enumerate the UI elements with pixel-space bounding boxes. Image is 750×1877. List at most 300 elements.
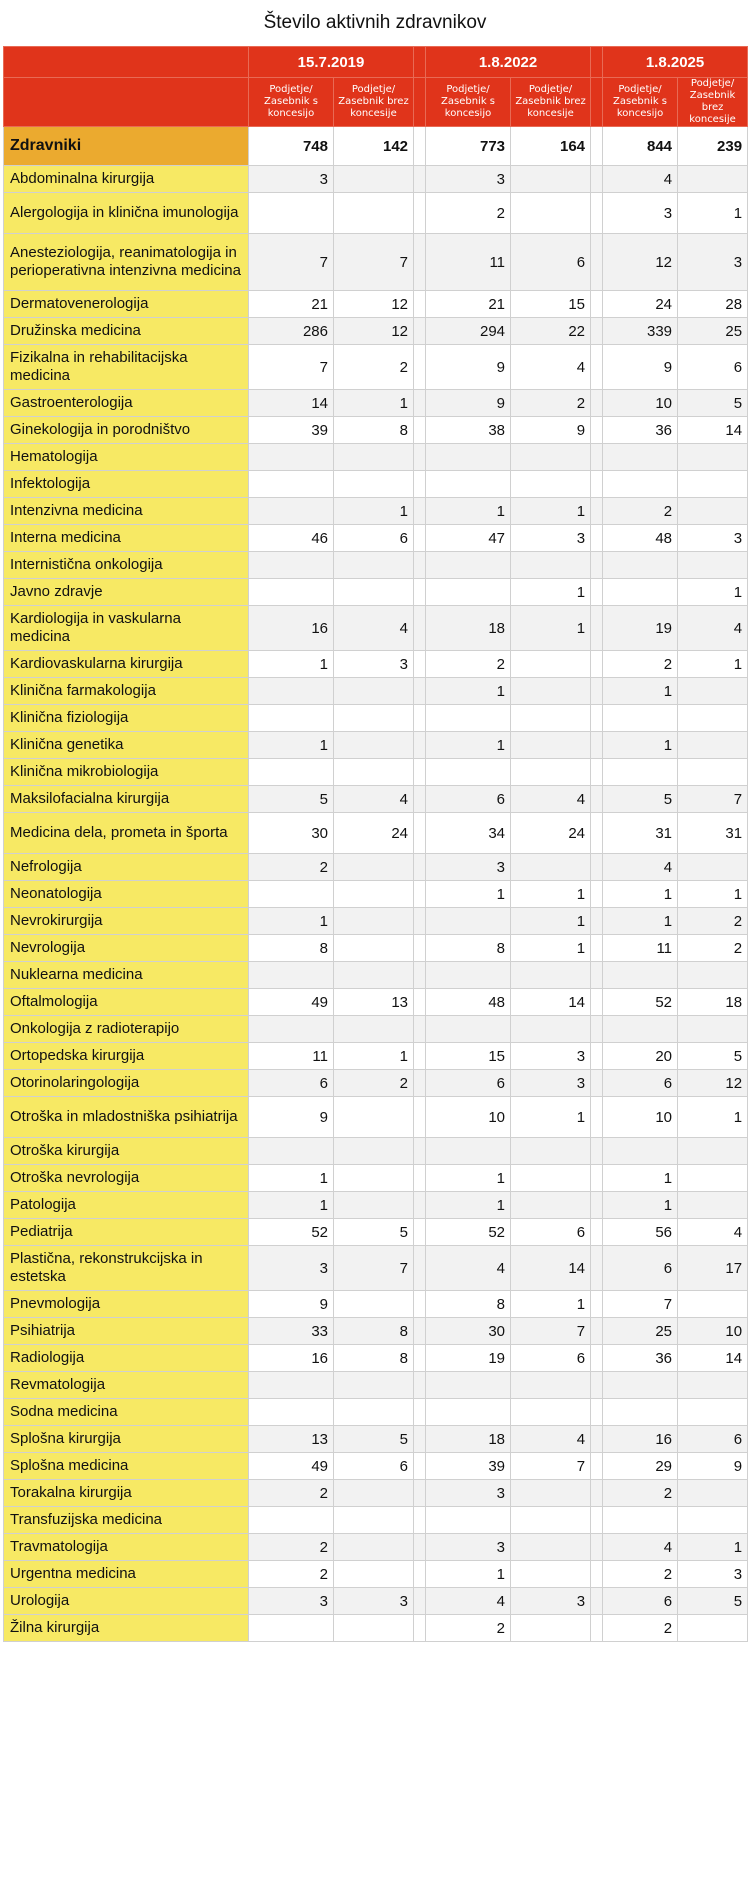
value-cell: 15: [511, 291, 591, 318]
value-cell: 6: [334, 1453, 414, 1480]
value-cell: 10: [426, 1097, 511, 1138]
value-cell: 2: [511, 390, 591, 417]
value-cell: [334, 854, 414, 881]
value-cell: 2: [603, 651, 678, 678]
value-cell: [426, 1372, 511, 1399]
specialty-label: Nefrologija: [4, 854, 249, 881]
value-cell: 2: [678, 935, 748, 962]
value-cell: [426, 444, 511, 471]
table-row: [4, 166, 748, 193]
table-row: [4, 291, 748, 318]
value-cell: 4: [426, 1246, 511, 1291]
value-cell: 3: [678, 525, 748, 552]
value-cell: 3: [249, 1246, 334, 1291]
value-cell: [603, 705, 678, 732]
value-cell: 13: [334, 989, 414, 1016]
value-cell: 11: [426, 234, 511, 291]
value-cell: [511, 166, 591, 193]
value-cell: [511, 1561, 591, 1588]
value-cell: [678, 1399, 748, 1426]
value-cell: 2: [426, 651, 511, 678]
value-cell: 39: [426, 1453, 511, 1480]
specialty-label: Transfuzijska medicina: [4, 1507, 249, 1534]
value-cell: [603, 1399, 678, 1426]
value-cell: 9: [426, 345, 511, 390]
value-cell: [511, 1138, 591, 1165]
value-cell: [678, 962, 748, 989]
value-cell: 9: [249, 1291, 334, 1318]
specialty-label: Medicina dela, prometa in športa: [4, 813, 249, 854]
table-row: [4, 1426, 748, 1453]
value-cell: [249, 962, 334, 989]
value-cell: [334, 881, 414, 908]
value-cell: 13: [249, 1426, 334, 1453]
value-cell: 31: [678, 813, 748, 854]
specialty-label: Nuklearna medicina: [4, 962, 249, 989]
value-cell: [249, 1372, 334, 1399]
value-cell: [678, 678, 748, 705]
value-cell: [426, 1507, 511, 1534]
value-cell: 1: [678, 579, 748, 606]
specialty-label: Psihiatrija: [4, 1318, 249, 1345]
value-cell: 36: [603, 1345, 678, 1372]
value-cell: 7: [249, 345, 334, 390]
value-cell: 29: [603, 1453, 678, 1480]
specialty-label: Otroška in mladostniška psihiatrija: [4, 1097, 249, 1138]
total-row: [4, 127, 748, 166]
value-cell: 6: [603, 1070, 678, 1097]
value-cell: 1: [426, 678, 511, 705]
value-cell: 1: [249, 1165, 334, 1192]
value-cell: 12: [603, 234, 678, 291]
value-cell: 4: [603, 854, 678, 881]
value-cell: [249, 579, 334, 606]
total-cell: 142: [334, 127, 414, 166]
table-row: [4, 193, 748, 234]
specialty-label: Urgentna medicina: [4, 1561, 249, 1588]
specialty-label: Torakalna kirurgija: [4, 1480, 249, 1507]
value-cell: 16: [603, 1426, 678, 1453]
total-cell: 748: [249, 127, 334, 166]
value-cell: [426, 1138, 511, 1165]
value-cell: 3: [334, 651, 414, 678]
specialty-label: Interna medicina: [4, 525, 249, 552]
value-cell: 3: [603, 193, 678, 234]
value-cell: 22: [511, 318, 591, 345]
table-row: [4, 1507, 748, 1534]
value-cell: 49: [249, 989, 334, 1016]
value-cell: [334, 444, 414, 471]
table-row: [4, 444, 748, 471]
value-cell: [678, 1165, 748, 1192]
specialty-label: Internistična onkologija: [4, 552, 249, 579]
value-cell: [511, 1507, 591, 1534]
value-cell: [426, 1016, 511, 1043]
value-cell: [249, 1138, 334, 1165]
table-row: [4, 908, 748, 935]
value-cell: [334, 935, 414, 962]
value-cell: [334, 908, 414, 935]
value-cell: 7: [678, 786, 748, 813]
value-cell: 2: [603, 498, 678, 525]
value-cell: 24: [603, 291, 678, 318]
value-cell: 14: [249, 390, 334, 417]
value-cell: [678, 1291, 748, 1318]
value-cell: [678, 732, 748, 759]
specialty-label: Javno zdravje: [4, 579, 249, 606]
specialty-label: Sodna medicina: [4, 1399, 249, 1426]
value-cell: [426, 579, 511, 606]
value-cell: [511, 1480, 591, 1507]
value-cell: 6: [334, 525, 414, 552]
value-cell: 25: [678, 318, 748, 345]
value-cell: 3: [511, 1588, 591, 1615]
value-cell: [511, 1192, 591, 1219]
specialty-label: Onkologija z radioterapijo: [4, 1016, 249, 1043]
value-cell: 3: [426, 1480, 511, 1507]
value-cell: 56: [603, 1219, 678, 1246]
table-row: [4, 705, 748, 732]
value-cell: 5: [334, 1219, 414, 1246]
subheader-with-concession: Podjetje/ Zasebnik s koncesijo: [603, 78, 678, 127]
value-cell: 24: [511, 813, 591, 854]
table-row: [4, 417, 748, 444]
value-cell: 8: [426, 1291, 511, 1318]
value-cell: [334, 471, 414, 498]
subheader-with-concession: Podjetje/ Zasebnik s koncesijo: [426, 78, 511, 127]
specialty-label: Revmatologija: [4, 1372, 249, 1399]
value-cell: 4: [511, 1426, 591, 1453]
value-cell: 7: [603, 1291, 678, 1318]
table-row: [4, 1138, 748, 1165]
value-cell: 30: [426, 1318, 511, 1345]
table-row: [4, 1318, 748, 1345]
value-cell: 339: [603, 318, 678, 345]
value-cell: 28: [678, 291, 748, 318]
value-cell: 46: [249, 525, 334, 552]
specialty-label: Hematologija: [4, 444, 249, 471]
value-cell: [334, 732, 414, 759]
value-cell: [511, 444, 591, 471]
value-cell: 11: [603, 935, 678, 962]
subheader-without-concession: Podjetje/ Zasebnik brez koncesije: [511, 78, 591, 127]
value-cell: 2: [603, 1561, 678, 1588]
value-cell: 2: [334, 1070, 414, 1097]
value-cell: 1: [511, 908, 591, 935]
value-cell: 1: [426, 1192, 511, 1219]
value-cell: 25: [603, 1318, 678, 1345]
value-cell: [334, 1534, 414, 1561]
value-cell: 1: [511, 1291, 591, 1318]
value-cell: 4: [678, 1219, 748, 1246]
value-cell: [678, 471, 748, 498]
table-row: [4, 651, 748, 678]
value-cell: [426, 759, 511, 786]
specialty-label: Plastična, rekonstrukcijska in estetska: [4, 1246, 249, 1291]
value-cell: 1: [603, 908, 678, 935]
table-row: [4, 881, 748, 908]
specialty-label: Splošna medicina: [4, 1453, 249, 1480]
value-cell: 52: [249, 1219, 334, 1246]
table-row: [4, 498, 748, 525]
value-cell: 17: [678, 1246, 748, 1291]
table-row: [4, 786, 748, 813]
table-row: [4, 962, 748, 989]
value-cell: [334, 705, 414, 732]
value-cell: [603, 759, 678, 786]
specialty-label: Alergologija in klinična imunologija: [4, 193, 249, 234]
value-cell: 1: [603, 678, 678, 705]
specialty-label: Otorinolaringologija: [4, 1070, 249, 1097]
value-cell: [426, 471, 511, 498]
value-cell: 2: [603, 1615, 678, 1642]
period-header: 15.7.2019: [249, 47, 414, 78]
table-row: [4, 854, 748, 881]
value-cell: 1: [334, 498, 414, 525]
value-cell: 9: [603, 345, 678, 390]
value-cell: [678, 1138, 748, 1165]
value-cell: [678, 444, 748, 471]
table-row: [4, 1097, 748, 1138]
value-cell: 1: [426, 1561, 511, 1588]
value-cell: 1: [249, 732, 334, 759]
value-cell: [249, 705, 334, 732]
specialty-label: Otroška nevrologija: [4, 1165, 249, 1192]
value-cell: [511, 651, 591, 678]
value-cell: 10: [603, 390, 678, 417]
value-cell: [334, 1291, 414, 1318]
table-row: [4, 813, 748, 854]
value-cell: 286: [249, 318, 334, 345]
value-cell: [334, 1615, 414, 1642]
value-cell: [334, 166, 414, 193]
subheader-without-concession: Podjetje/ Zasebnik brez koncesije: [334, 78, 414, 127]
value-cell: 1: [334, 390, 414, 417]
table-row: [4, 318, 748, 345]
value-cell: [511, 1399, 591, 1426]
table-row: [4, 1291, 748, 1318]
value-cell: [511, 678, 591, 705]
doctors-table: [3, 46, 748, 1642]
value-cell: 4: [603, 1534, 678, 1561]
value-cell: [511, 759, 591, 786]
value-cell: 12: [334, 318, 414, 345]
value-cell: 14: [511, 989, 591, 1016]
value-cell: 1: [511, 579, 591, 606]
value-cell: 16: [249, 1345, 334, 1372]
value-cell: 10: [603, 1097, 678, 1138]
value-cell: 14: [678, 1345, 748, 1372]
value-cell: 4: [511, 786, 591, 813]
value-cell: [249, 1016, 334, 1043]
value-cell: [334, 1097, 414, 1138]
value-cell: [249, 1507, 334, 1534]
value-cell: 1: [678, 1534, 748, 1561]
specialty-label: Klinična mikrobiologija: [4, 759, 249, 786]
value-cell: 49: [249, 1453, 334, 1480]
specialty-label: Intenzivna medicina: [4, 498, 249, 525]
specialty-label: Radiologija: [4, 1345, 249, 1372]
value-cell: [511, 1534, 591, 1561]
table-row: [4, 989, 748, 1016]
value-cell: [603, 1507, 678, 1534]
value-cell: [678, 1016, 748, 1043]
value-cell: 4: [511, 345, 591, 390]
specialty-label: Pediatrija: [4, 1219, 249, 1246]
specialty-label: Maksilofacialna kirurgija: [4, 786, 249, 813]
value-cell: 21: [426, 291, 511, 318]
specialty-label: Gastroenterologija: [4, 390, 249, 417]
specialty-label: Anesteziologija, reanimatologija in perioperativna intenzivna medicina: [4, 234, 249, 291]
value-cell: 7: [511, 1318, 591, 1345]
total-label: Zdravniki: [4, 127, 249, 166]
specialty-label: Klinična fiziologija: [4, 705, 249, 732]
value-cell: 4: [334, 786, 414, 813]
value-cell: 3: [511, 1043, 591, 1070]
table-row: [4, 1453, 748, 1480]
value-cell: 1: [678, 193, 748, 234]
value-cell: [678, 1480, 748, 1507]
specialty-label: Ginekologija in porodništvo: [4, 417, 249, 444]
value-cell: 3: [511, 1070, 591, 1097]
value-cell: [511, 471, 591, 498]
value-cell: 14: [511, 1246, 591, 1291]
value-cell: 10: [678, 1318, 748, 1345]
value-cell: [249, 1615, 334, 1642]
value-cell: 8: [334, 417, 414, 444]
value-cell: [334, 1165, 414, 1192]
specialty-label: Družinska medicina: [4, 318, 249, 345]
value-cell: [249, 552, 334, 579]
value-cell: [334, 1192, 414, 1219]
value-cell: 3: [334, 1588, 414, 1615]
value-cell: 6: [511, 1219, 591, 1246]
value-cell: 1: [249, 651, 334, 678]
value-cell: 1: [426, 1165, 511, 1192]
value-cell: 1: [678, 1097, 748, 1138]
value-cell: 2: [603, 1480, 678, 1507]
specialty-label: Klinična genetika: [4, 732, 249, 759]
value-cell: [334, 1561, 414, 1588]
specialty-label: Oftalmologija: [4, 989, 249, 1016]
table-row: [4, 390, 748, 417]
value-cell: 31: [603, 813, 678, 854]
value-cell: 4: [678, 606, 748, 651]
value-cell: 1: [511, 935, 591, 962]
value-cell: 5: [678, 1588, 748, 1615]
value-cell: 6: [249, 1070, 334, 1097]
value-cell: 38: [426, 417, 511, 444]
value-cell: 20: [603, 1043, 678, 1070]
value-cell: 52: [426, 1219, 511, 1246]
value-cell: 9: [511, 417, 591, 444]
value-cell: [603, 552, 678, 579]
value-cell: [603, 1016, 678, 1043]
value-cell: [334, 759, 414, 786]
specialty-label: Nevrologija: [4, 935, 249, 962]
specialty-label: Klinična farmakologija: [4, 678, 249, 705]
value-cell: [678, 1615, 748, 1642]
value-cell: [678, 1372, 748, 1399]
table-row: [4, 1480, 748, 1507]
value-cell: [511, 552, 591, 579]
total-cell: 844: [603, 127, 678, 166]
specialty-label: Neonatologija: [4, 881, 249, 908]
table-row: [4, 732, 748, 759]
value-cell: 18: [426, 1426, 511, 1453]
value-cell: 12: [334, 291, 414, 318]
subheader-with-concession: Podjetje/ Zasebnik s koncesijo: [249, 78, 334, 127]
table-row: [4, 1246, 748, 1291]
value-cell: 5: [334, 1426, 414, 1453]
value-cell: [426, 908, 511, 935]
value-cell: 19: [603, 606, 678, 651]
value-cell: 1: [426, 881, 511, 908]
value-cell: [511, 854, 591, 881]
value-cell: 5: [678, 1043, 748, 1070]
value-cell: 1: [334, 1043, 414, 1070]
value-cell: [603, 471, 678, 498]
value-cell: 1: [603, 881, 678, 908]
table-row: [4, 1534, 748, 1561]
table-row: [4, 471, 748, 498]
value-cell: 52: [603, 989, 678, 1016]
value-cell: 6: [603, 1588, 678, 1615]
value-cell: [603, 444, 678, 471]
value-cell: [511, 962, 591, 989]
table-row: [4, 1399, 748, 1426]
value-cell: 2: [249, 1561, 334, 1588]
value-cell: 6: [678, 345, 748, 390]
value-cell: 294: [426, 318, 511, 345]
value-cell: [678, 166, 748, 193]
table-row: [4, 552, 748, 579]
value-cell: [678, 854, 748, 881]
value-cell: [334, 1480, 414, 1507]
table-row: [4, 234, 748, 291]
value-cell: 5: [249, 786, 334, 813]
table-row: [4, 1070, 748, 1097]
value-cell: 2: [249, 854, 334, 881]
period-header: 1.8.2022: [426, 47, 591, 78]
value-cell: 33: [249, 1318, 334, 1345]
value-cell: [603, 962, 678, 989]
specialty-label: Abdominalna kirurgija: [4, 166, 249, 193]
specialty-label: Patologija: [4, 1192, 249, 1219]
specialty-label: Ortopedska kirurgija: [4, 1043, 249, 1070]
value-cell: 6: [678, 1426, 748, 1453]
value-cell: 48: [603, 525, 678, 552]
value-cell: 3: [426, 1534, 511, 1561]
value-cell: [426, 1399, 511, 1426]
value-cell: 3: [678, 234, 748, 291]
value-cell: 9: [249, 1097, 334, 1138]
value-cell: 2: [426, 1615, 511, 1642]
value-cell: [334, 552, 414, 579]
value-cell: [678, 552, 748, 579]
value-cell: [511, 1615, 591, 1642]
value-cell: [511, 1372, 591, 1399]
specialty-label: Travmatologija: [4, 1534, 249, 1561]
value-cell: 18: [426, 606, 511, 651]
value-cell: 1: [511, 606, 591, 651]
value-cell: 3: [249, 1588, 334, 1615]
value-cell: 2: [249, 1480, 334, 1507]
value-cell: [426, 705, 511, 732]
value-cell: 9: [678, 1453, 748, 1480]
value-cell: [334, 1507, 414, 1534]
value-cell: 4: [334, 606, 414, 651]
